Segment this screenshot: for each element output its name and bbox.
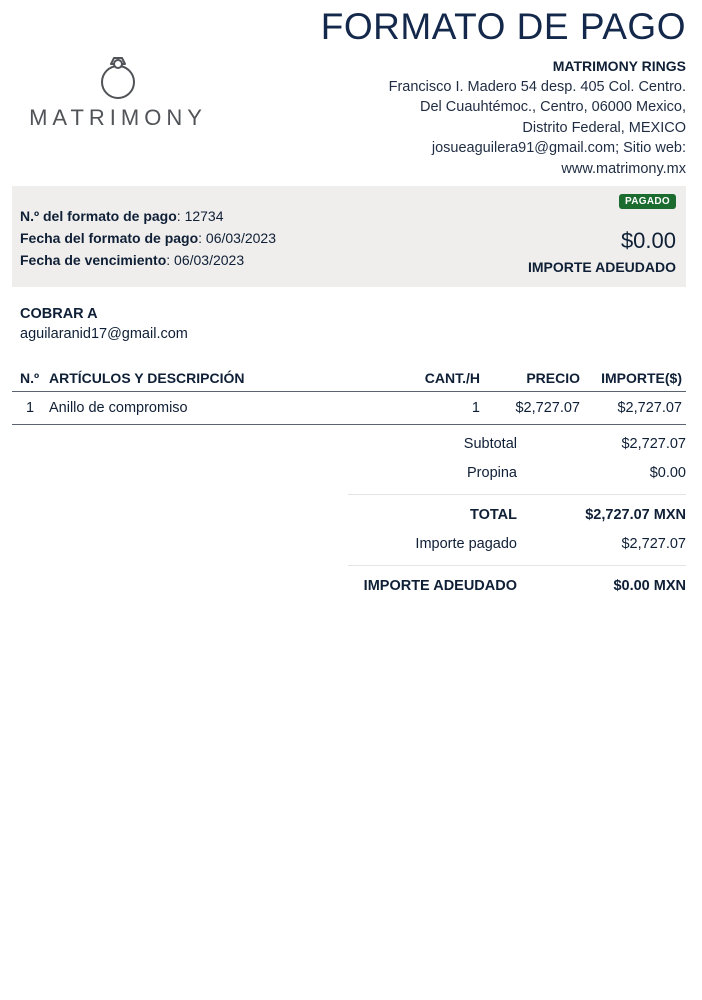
- payment-info-band: [12, 186, 686, 287]
- tip-value: $0.00: [649, 465, 686, 481]
- payment-number: [20, 205, 276, 227]
- divider: [348, 565, 686, 566]
- header-quantity: CANT./H: [424, 370, 480, 386]
- payment-meta: [20, 205, 276, 271]
- items-table-header: [12, 364, 686, 392]
- payment-date-value: : 06/03/2023: [198, 230, 276, 246]
- total-label: TOTAL: [470, 507, 517, 523]
- company-website: www.matrimony.mx: [561, 160, 686, 177]
- amount-due-value: $0.00: [620, 228, 676, 253]
- company-address-line: Del Cuauhtémoc., Centro, 06000 Mexico,: [420, 99, 686, 115]
- company-address-line: Distrito Federal, MEXICO: [522, 119, 686, 136]
- tip-row: [348, 461, 686, 490]
- due-date: [20, 249, 276, 271]
- subtotal-value: $2,727.07: [621, 436, 686, 452]
- total-value: $2,727.07 MXN: [585, 507, 686, 523]
- payment-number-label: N.º del formato de pago: [20, 208, 177, 224]
- payment-date: [20, 227, 276, 249]
- amount-paid-row: [348, 532, 686, 561]
- amount-paid-value: $2,727.07: [621, 536, 686, 552]
- bill-to-heading: COBRAR A: [20, 306, 98, 322]
- totals-section: [348, 432, 686, 603]
- company-info: [306, 56, 686, 179]
- logo-wordmark: MATRIMONY: [29, 105, 207, 130]
- bill-to: [20, 304, 188, 344]
- divider: [348, 494, 686, 495]
- row-price: $2,727.07: [515, 400, 580, 416]
- balance-due-row: [348, 574, 686, 603]
- row-description: Anillo de compromiso: [49, 400, 188, 416]
- company-address-line: Francisco I. Madero 54 desp. 405 Col. Centro.: [388, 78, 686, 95]
- subtotal-label: Subtotal: [463, 436, 517, 452]
- payment-date-label: Fecha del formato de pago: [20, 230, 199, 246]
- table-row: [12, 392, 686, 425]
- total-row: [348, 503, 686, 532]
- ring-icon: [93, 52, 143, 102]
- due-date-label: Fecha de vencimiento: [20, 252, 167, 268]
- company-logo: [8, 50, 228, 140]
- header-description: ARTÍCULOS Y DESCRIPCIÓN: [49, 370, 245, 386]
- company-name: MATRIMONY RINGS: [552, 58, 686, 74]
- document-title: FORMATO DE PAGO: [320, 6, 686, 47]
- bill-to-email: aguilaranid17@gmail.com: [20, 326, 188, 342]
- row-quantity: 1: [471, 400, 480, 416]
- amount-paid-label: Importe pagado: [415, 536, 517, 552]
- amount-due-label: IMPORTE ADEUDADO: [527, 259, 676, 275]
- company-contact-line: josueaguilera91@gmail.com; Sitio web:: [431, 140, 686, 156]
- payment-number-value: : 12734: [176, 208, 224, 224]
- balance-due-value: $0.00 MXN: [613, 578, 686, 594]
- header-amount: IMPORTE($): [601, 370, 682, 386]
- status-badge: PAGADO: [619, 194, 676, 209]
- balance-due-label: IMPORTE ADEUDADO: [363, 578, 517, 594]
- due-date-value: : 06/03/2023: [166, 252, 245, 268]
- subtotal-row: [348, 432, 686, 461]
- header-number: N.º: [20, 370, 40, 386]
- tip-label: Propina: [467, 465, 517, 481]
- row-number: 1: [26, 400, 35, 416]
- header-price: PRECIO: [526, 370, 580, 386]
- row-amount: $2,727.07: [617, 400, 682, 416]
